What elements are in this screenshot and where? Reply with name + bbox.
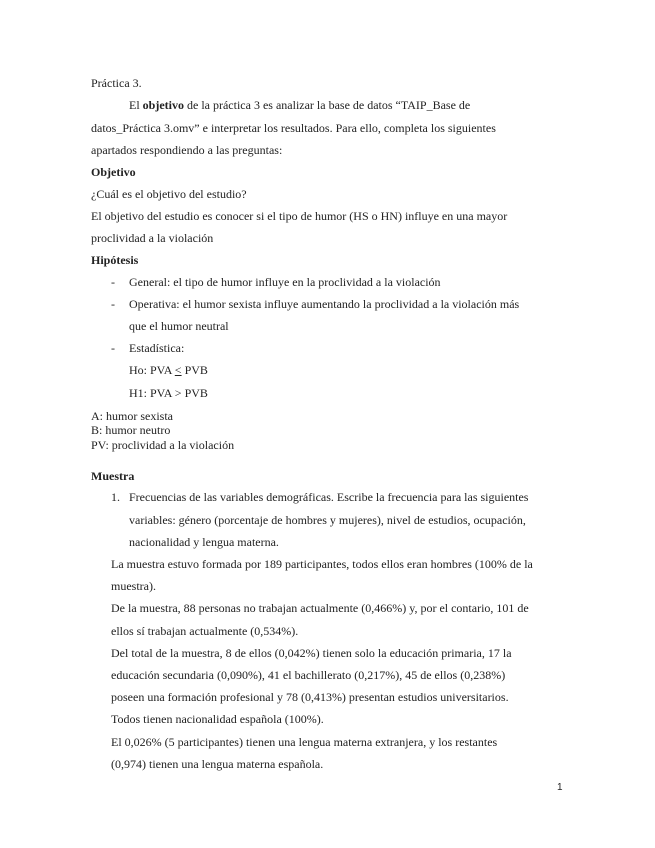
- intro-line-3: apartados respondiendo a las preguntas:: [91, 143, 283, 157]
- less-or-equal-symbol: <: [174, 363, 182, 377]
- intro-text: El: [129, 98, 143, 112]
- muestra-p2-line-2: ellos sí trabajan actualmente (0,534%).: [111, 624, 299, 638]
- muestra-p1-line-1: La muestra estuvo formada por 189 participantes, todos ellos eran hombres (100% de la: [111, 557, 533, 571]
- objetivo-answer-line-1: El objetivo del estudio es conocer si el tipo de humor (HS o HN) influye en una mayor: [91, 209, 508, 223]
- hipotesis-operativa-line-2: que el humor neutral: [129, 319, 229, 333]
- intro-line-2: datos_Práctica 3.omv” e interpretar los resultados. Para ello, completa los siguientes: [91, 121, 496, 135]
- muestra-p2-line-1: De la muestra, 88 personas no trabajan actualmente (0,466%) y, por el contario, 101 de: [111, 601, 529, 615]
- muestra-p1-line-2: muestra).: [111, 579, 156, 593]
- objetivo-question: ¿Cuál es el objetivo del estudio?: [91, 187, 247, 201]
- page-number: 1: [557, 782, 563, 793]
- hipotesis-estadistica: Estadística:: [129, 341, 185, 355]
- legend-a: A: humor sexista: [91, 409, 173, 423]
- muestra-p4: Todos tienen nacionalidad española (100%).: [111, 712, 324, 726]
- muestra-p3-line-3: poseen una formación profesional y 78 (0,413%) presentan estudios universitarios.: [111, 690, 509, 704]
- h0-text: Ho: PVA: [129, 363, 175, 377]
- muestra-item-line-1: Frecuencias de las variables demográficas. Escribe la frecuencia para las siguientes: [129, 490, 529, 504]
- legend-pv: PV: proclividad a la violación: [91, 438, 235, 452]
- hipotesis-h0: [129, 363, 208, 378]
- muestra-item-line-2: variables: género (porcentaje de hombres y mujeres), nivel de estudios, ocupación,: [129, 513, 526, 527]
- objetivo-answer-line-2: proclividad a la violación: [91, 231, 214, 245]
- muestra-p5-line-1: El 0,026% (5 participantes) tienen una lengua materna extranjera, y los restantes: [111, 735, 498, 749]
- legend-b: B: humor neutro: [91, 423, 171, 437]
- muestra-p5-line-2: (0,974) tienen una lengua materna española.: [111, 757, 324, 771]
- section-title-hipotesis: Hipótesis: [91, 253, 139, 267]
- bullet-dash: -: [111, 275, 115, 289]
- hipotesis-h1: H1: PVA > PVB: [129, 386, 208, 400]
- bullet-dash: -: [111, 297, 115, 311]
- hipotesis-general: General: el tipo de humor influye en la proclividad a la violación: [129, 275, 441, 289]
- h0-text: PVB: [181, 363, 208, 377]
- hipotesis-operativa-line-1: Operativa: el humor sexista influye aumentando la proclividad a la violación más: [129, 297, 520, 311]
- muestra-p3-line-1: Del total de la muestra, 8 de ellos (0,042%) tienen solo la educación primaria, 17 la: [111, 646, 512, 660]
- section-title-muestra: Muestra: [91, 469, 135, 483]
- muestra-p3-line-2: educación secundaria (0,090%), 41 el bachillerato (0,217%), 45 de ellos (0,238%): [111, 668, 506, 682]
- intro-bold-word: objetivo: [142, 98, 184, 112]
- bullet-dash: -: [111, 341, 115, 355]
- intro-text: de la práctica 3 es analizar la base de datos “TAIP_Base de: [184, 98, 471, 112]
- muestra-item-line-3: nacionalidad y lengua materna.: [129, 535, 279, 549]
- document-heading: Práctica 3.: [91, 76, 142, 90]
- intro-line-1: [129, 98, 470, 113]
- section-title-objetivo: Objetivo: [91, 165, 136, 179]
- list-item-number: 1.: [111, 490, 120, 504]
